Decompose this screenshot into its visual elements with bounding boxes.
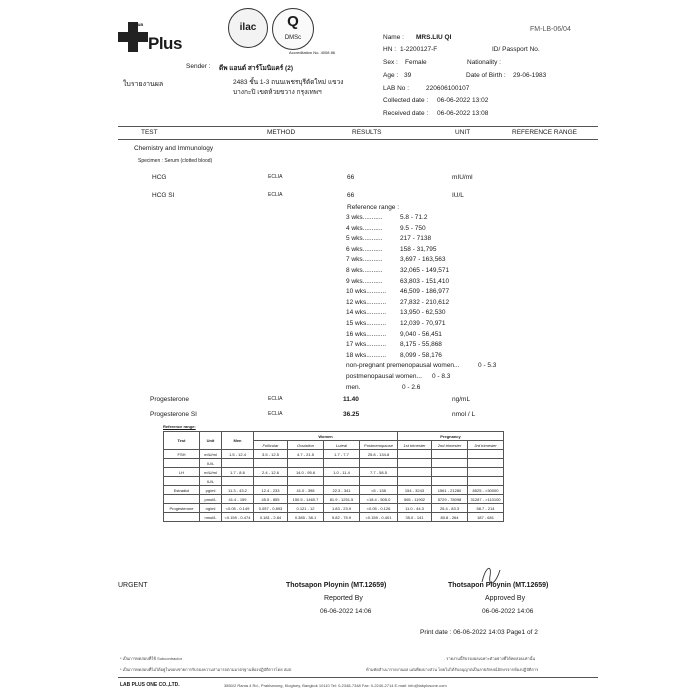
mini-subcol: Postmenopause bbox=[360, 441, 398, 450]
mini-cell-value: 58.7 - 214 bbox=[468, 504, 504, 513]
mini-cell-value: 5.82 - 75.9 bbox=[324, 513, 360, 522]
mini-cell-value: 41.0 - 398 bbox=[288, 486, 324, 495]
mini-subcol: 3rd trimester bbox=[468, 441, 504, 450]
mini-cell-value bbox=[288, 459, 324, 468]
lab-plus-logo-small-text: LAB bbox=[135, 22, 144, 27]
mini-cell-unit: mIU/ml bbox=[200, 468, 222, 477]
mini-cell-value bbox=[222, 477, 254, 486]
mini-cell-value bbox=[398, 450, 432, 459]
col-test: TEST bbox=[141, 129, 158, 136]
dob-value: 29-06-1983 bbox=[513, 72, 547, 79]
mini-cell-value: 25.4 - 83.3 bbox=[432, 504, 468, 513]
hcg-ref-week: 12 wks........... bbox=[346, 298, 387, 306]
mini-cell-value: 25.8 - 134.8 bbox=[360, 450, 398, 459]
mini-cell-value: 3.5 - 12.5 bbox=[254, 450, 288, 459]
footnote-accreditation-scope: * เป็นการทดสอบที่ไม่ได้อยู่ในขอบข่ายการรับรองความสามารถตามมาตรฐานห้องปฏิบัติการโดย สมป bbox=[120, 667, 292, 672]
mini-cell-unit: IU/L bbox=[200, 477, 222, 486]
test-hcg-name: HCG bbox=[152, 174, 167, 181]
mini-cell-value: 5729 - 78098 bbox=[432, 495, 468, 504]
hcg-ref-range: 5.8 - 71.2 bbox=[400, 214, 428, 221]
mini-cell-value: 8525 - >30000 bbox=[468, 486, 504, 495]
test-progesterone-si-method: ECLIA bbox=[268, 411, 283, 417]
collected-value: 06-06-2022 13:02 bbox=[437, 97, 489, 104]
mini-subcol: 2nd trimester bbox=[432, 441, 468, 450]
test-progesterone-si-name: Progesterone SI bbox=[150, 411, 197, 418]
test-hcg-si-unit: IU/L bbox=[452, 192, 464, 199]
hormone-reference-table bbox=[163, 431, 504, 522]
mini-cell-unit: nmol/L bbox=[200, 513, 222, 522]
hcg-ref-range: 12,039 - 70,971 bbox=[400, 320, 446, 327]
mini-cell-value: 1561 - 21280 bbox=[432, 486, 468, 495]
hcg-ref-group-range: 0 - 8.3 bbox=[432, 373, 451, 380]
mini-cell-value: 0.181 - 2.84 bbox=[254, 513, 288, 522]
mini-cell-value: 81.9 - 1251.5 bbox=[324, 495, 360, 504]
header-rule-top bbox=[118, 126, 598, 127]
hcg-ref-range: 158 - 31,795 bbox=[400, 245, 437, 253]
mini-cell-value bbox=[432, 468, 468, 477]
hcg-ref-week: 3 wks........... bbox=[346, 214, 383, 221]
mini-cell-unit: pmol/L bbox=[200, 495, 222, 504]
received-value: 06-06-2022 13:08 bbox=[437, 110, 489, 117]
hcg-ref-range: 8,099 - 58,176 bbox=[400, 351, 442, 359]
mini-cell-value: 80.8 - 264 bbox=[432, 513, 468, 522]
hcg-ref-week: 6 wks........... bbox=[346, 245, 383, 253]
mini-col-test: Test bbox=[164, 432, 200, 450]
mini-table-row bbox=[164, 459, 504, 468]
mini-table-title: Reference range: bbox=[163, 424, 196, 429]
accreditation-number: Accreditation No. 4008 86 bbox=[289, 50, 336, 55]
mini-cell-value: 565 - 11902 bbox=[398, 495, 432, 504]
approved-date: 06-06-2022 14:06 bbox=[482, 608, 534, 615]
mini-subcol: Luteal bbox=[324, 441, 360, 450]
test-progesterone-si-unit: nmol / L bbox=[452, 411, 476, 418]
mini-cell-value: <18.4 - 505.0 bbox=[360, 495, 398, 504]
mini-cell-value: 1.7 - 8.6 bbox=[222, 468, 254, 477]
hcg-ref-week: 15 wks........... bbox=[346, 320, 387, 327]
test-progesterone-unit: ng/mL bbox=[452, 396, 471, 403]
mini-cell-value bbox=[468, 468, 504, 477]
mini-cell-value: 41.4 - 159 bbox=[222, 495, 254, 504]
mini-cell-value: 35.0 - 141 bbox=[398, 513, 432, 522]
sender-address-line-1: 2483 ชั้น 1-3 ถนนเพชรบุรีตัดใหม่ แขวง bbox=[233, 79, 344, 86]
hcg-ref-week: 14 wks........... bbox=[346, 309, 387, 317]
mini-cell-value bbox=[432, 450, 468, 459]
mini-cell-value: 0.385 - 38.1 bbox=[288, 513, 324, 522]
mini-cell-test bbox=[164, 513, 200, 522]
mini-cell-value: <0.05 - 0.126 bbox=[360, 504, 398, 513]
mini-cell-value: 150.5 - 1460.7 bbox=[288, 495, 324, 504]
hcg-ref-group: postmenopausal women... bbox=[346, 373, 422, 380]
test-progesterone-result: 11.40 bbox=[343, 396, 359, 403]
mini-cell-test: FSH bbox=[164, 450, 200, 459]
mini-cell-unit: IU/L bbox=[200, 459, 222, 468]
mini-subcol: 1st trimester bbox=[398, 441, 432, 450]
mini-col-men: Men bbox=[222, 432, 254, 450]
lab-plus-logo-mark bbox=[118, 22, 148, 52]
mini-cell-value: 187 - 681 bbox=[468, 513, 504, 522]
mini-table-row bbox=[164, 450, 504, 459]
hcg-ref-week: 18 wks........... bbox=[346, 351, 387, 359]
mini-subcol: Follicular bbox=[254, 441, 288, 450]
mini-cell-value: 1.0 - 11.4 bbox=[324, 468, 360, 477]
mini-col-women: Women bbox=[254, 432, 398, 441]
mini-cell-value bbox=[398, 459, 432, 468]
hcg-ref-week: 7 wks........... bbox=[346, 256, 383, 264]
col-unit: UNIT bbox=[455, 129, 471, 136]
mini-cell-value bbox=[468, 459, 504, 468]
test-hcg-result: 66 bbox=[347, 174, 355, 181]
mini-cell-value bbox=[360, 477, 398, 486]
mini-cell-test bbox=[164, 495, 200, 504]
mini-cell-value bbox=[398, 477, 432, 486]
reporter-name: Thotsapon Ploynin (MT.12659) bbox=[286, 582, 387, 589]
hcg-ref-range: 27,832 - 210,612 bbox=[400, 298, 450, 306]
mini-cell-value bbox=[254, 477, 288, 486]
hcg-ref-range: 3,697 - 163,563 bbox=[400, 256, 446, 264]
mini-cell-value: 2.4 - 12.6 bbox=[254, 468, 288, 477]
footer-address: 3850/2 Rama 4 Rd., Prakhanong, Klogtoey, Bangkok 10110 Tel: 0-2348-7348 Fax: 0-2240-2714 E-mail: info@labplusone.com bbox=[224, 683, 447, 688]
mini-cell-value: 0.057 - 0.893 bbox=[254, 504, 288, 513]
hcg-ref-week: 17 wks........... bbox=[346, 341, 387, 349]
mini-cell-value: <0.159 - 0.474 bbox=[222, 513, 254, 522]
footnote-copy-restriction: ห้ามคัดสำเนารายงานผล แต่เพียงบางส่วน โดยไม่ได้รับอนุญาตเป็นลายลักษณ์อักษรจากห้องปฏิบัติการ bbox=[366, 667, 539, 672]
mini-cell-value: <0.159 - 0.401 bbox=[360, 513, 398, 522]
test-hcg-method: ECLIA bbox=[268, 174, 283, 180]
mini-cell-value bbox=[468, 477, 504, 486]
hcg-ref-week: 9 wks........... bbox=[346, 277, 383, 285]
urgent-label: URGENT bbox=[118, 582, 148, 589]
sender-label: Sender : bbox=[186, 63, 211, 70]
mini-cell-value: 22.3 - 341 bbox=[324, 486, 360, 495]
footer-rule bbox=[118, 677, 598, 678]
test-progesterone-name: Progesterone bbox=[150, 396, 190, 403]
reported-date: 06-06-2022 14:06 bbox=[320, 608, 372, 615]
mini-cell-value: <5 - 138 bbox=[360, 486, 398, 495]
hcg-ref-week: 16 wks........... bbox=[346, 330, 387, 338]
hcg-ref-week: 10 wks........... bbox=[346, 288, 387, 296]
mini-cell-value: 31287 - >110100 bbox=[468, 495, 504, 504]
mini-cell-value: <0.05 - 0.149 bbox=[222, 504, 254, 513]
header-rule-bottom bbox=[118, 139, 598, 140]
mini-cell-value bbox=[432, 477, 468, 486]
hcg-ref-group: non-pregnant premenopausal women... bbox=[346, 362, 460, 370]
mini-cell-value bbox=[432, 459, 468, 468]
hcg-ref-range: 63,803 - 151,410 bbox=[400, 277, 450, 285]
test-hcg-si-name: HCG SI bbox=[152, 192, 175, 199]
mini-cell-value: 14.0 - 95.6 bbox=[288, 468, 324, 477]
hcg-ref-group-range: 0 - 2.6 bbox=[402, 383, 421, 391]
mini-subcol: Ovulation bbox=[288, 441, 324, 450]
sender-name: ดีพ แอนด์ สาร์โมนิแคร์ (2) bbox=[219, 65, 293, 72]
mini-table-row bbox=[164, 495, 504, 504]
hcg-reference-title: Reference range : bbox=[347, 204, 400, 211]
approver-name: Thotsapon Ploynin (MT.12659) bbox=[448, 582, 549, 589]
mini-table-row bbox=[164, 486, 504, 495]
hcg-ref-range: 32,065 - 149,571 bbox=[400, 267, 450, 274]
mini-table-row bbox=[164, 477, 504, 486]
hn-label: HN : bbox=[383, 46, 396, 53]
lab-plus-logo-text: Plus bbox=[148, 34, 182, 53]
mini-cell-value bbox=[288, 477, 324, 486]
mini-table-row bbox=[164, 513, 504, 522]
lab-no-value: 220606100107 bbox=[426, 85, 470, 92]
sex-value: Female bbox=[405, 59, 427, 66]
mini-cell-value: 45.5 - 855 bbox=[254, 495, 288, 504]
mini-col-pregnancy: Pregnancy bbox=[398, 432, 504, 441]
mini-cell-value: 12.4 - 233 bbox=[254, 486, 288, 495]
mini-cell-test: Estradiol bbox=[164, 486, 200, 495]
approved-by-label: Approved By bbox=[485, 595, 526, 602]
mini-col-unit: Unit bbox=[200, 432, 222, 450]
ilac-seal-icon: ilac bbox=[228, 8, 268, 48]
mini-cell-value: 1.83 - 23.9 bbox=[324, 504, 360, 513]
collected-label: Collected date : bbox=[383, 97, 429, 104]
col-method: METHOD bbox=[267, 129, 296, 136]
mini-cell-unit: ng/ml bbox=[200, 504, 222, 513]
nationality-label: Nationality : bbox=[467, 59, 501, 66]
dmsc-seal-icon: Q DMSc bbox=[272, 8, 314, 50]
reported-by-label: Reported By bbox=[324, 595, 363, 602]
print-date: Print date : 06-06-2022 14:03 Page1 of 2 bbox=[420, 629, 538, 636]
test-hcg-si-result: 66 bbox=[347, 192, 355, 199]
mini-cell-value bbox=[324, 477, 360, 486]
mini-cell-value: 154 - 3243 bbox=[398, 486, 432, 495]
mini-cell-value bbox=[324, 459, 360, 468]
mini-table-header-row bbox=[164, 432, 504, 441]
test-progesterone-si-result: 36.25 bbox=[343, 411, 360, 418]
mini-cell-value bbox=[222, 459, 254, 468]
name-label: Name : bbox=[383, 34, 404, 41]
mini-cell-value: 1.5 - 12.4 bbox=[222, 450, 254, 459]
mini-cell-test bbox=[164, 459, 200, 468]
mini-cell-value: 11.0 - 44.3 bbox=[398, 504, 432, 513]
hcg-ref-range: 9.5 - 750 bbox=[400, 224, 426, 232]
form-code: FM-LB-06/04 bbox=[530, 26, 571, 33]
specimen: Specimen : Serum (clotted blood) bbox=[138, 158, 213, 164]
hcg-ref-range: 8,175 - 55,868 bbox=[400, 341, 442, 349]
hn-value: 1-2200127-F bbox=[400, 46, 438, 53]
sex-label: Sex : bbox=[383, 59, 398, 66]
lab-no-label: LAB No : bbox=[383, 85, 410, 92]
mini-cell-value bbox=[360, 459, 398, 468]
hcg-ref-range: 46,509 - 186,977 bbox=[400, 288, 450, 296]
hcg-ref-week: 5 wks........... bbox=[346, 235, 383, 243]
hcg-ref-range: 13,950 - 62,530 bbox=[400, 309, 446, 317]
hcg-ref-range: 217 - 7138 bbox=[400, 235, 432, 243]
mini-cell-unit: mIU/ml bbox=[200, 450, 222, 459]
mini-cell-value: 11.3 - 43.2 bbox=[222, 486, 254, 495]
col-reference-range: REFERENCE RANGE bbox=[512, 129, 578, 136]
id-passport-label: ID/ Passport No. bbox=[492, 46, 540, 53]
mini-cell-value: 7.7 - 58.5 bbox=[360, 468, 398, 477]
hcg-ref-group: men. bbox=[346, 383, 361, 391]
test-hcg-unit: mIU/ml bbox=[452, 174, 473, 181]
footer-company: LAB PLUS ONE CO.,LTD. bbox=[120, 682, 180, 688]
section-title: Chemistry and Immunology bbox=[134, 145, 214, 152]
mini-cell-value bbox=[254, 459, 288, 468]
hcg-ref-range: 9,040 - 56,451 bbox=[400, 330, 442, 338]
footnote-results-validity: . รายงานนี้รับรองผลเฉพาะตัวอย่างที่ได้ทดสอบเท่านั้น bbox=[444, 656, 536, 661]
received-label: Received date : bbox=[383, 110, 429, 117]
age-value: 39 bbox=[404, 72, 412, 79]
mini-cell-value bbox=[468, 450, 504, 459]
test-progesterone-method: ECLIA bbox=[268, 396, 283, 402]
mini-cell-test: Progesterone bbox=[164, 504, 200, 513]
mini-cell-value: 4.7 - 21.5 bbox=[288, 450, 324, 459]
mini-cell-unit: pg/ml bbox=[200, 486, 222, 495]
report-title: ใบรายงานผล bbox=[123, 81, 164, 88]
sender-address-line-2: บางกะปิ เขตห้วยขวาง กรุงเทพฯ bbox=[233, 89, 322, 96]
hcg-ref-group-range: 0 - 5.3 bbox=[478, 362, 497, 370]
test-hcg-si-method: ECLIA bbox=[268, 192, 283, 198]
dob-label: Date of Birth : bbox=[466, 72, 506, 79]
mini-cell-test: LH bbox=[164, 468, 200, 477]
col-results: RESULTS bbox=[352, 129, 382, 136]
mini-table-row bbox=[164, 468, 504, 477]
patient-name: MRS.LIU QI bbox=[416, 34, 452, 41]
mini-cell-test bbox=[164, 477, 200, 486]
hcg-ref-week: 4 wks........... bbox=[346, 224, 383, 232]
footnote-subcontractor: * เป็นการทดสอบที่ใช้ Subcontractor bbox=[120, 656, 183, 661]
mini-cell-value: 1.7 - 7.7 bbox=[324, 450, 360, 459]
mini-cell-value bbox=[398, 468, 432, 477]
age-label: Age : bbox=[383, 72, 399, 79]
hcg-ref-week: 8 wks........... bbox=[346, 267, 383, 274]
mini-table-row bbox=[164, 504, 504, 513]
mini-cell-value: 0.121 - 12 bbox=[288, 504, 324, 513]
